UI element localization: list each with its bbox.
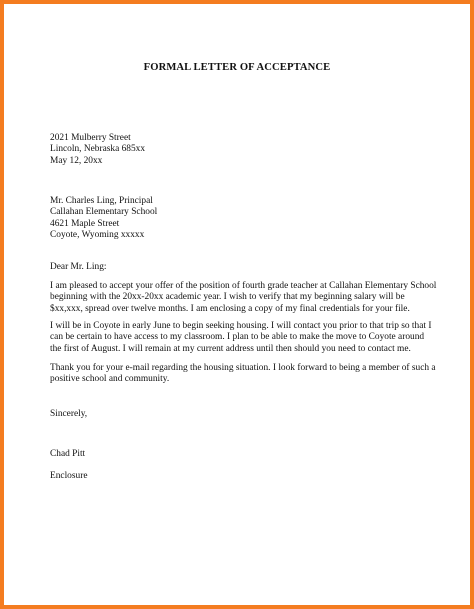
paragraph-line: I am pleased to accept your offer of the position of fourth grade teacher at Callahan Elementary School (50, 281, 437, 291)
body-paragraph-1 (50, 281, 437, 315)
closing: Sincerely, (50, 409, 88, 419)
body-paragraph-2 (50, 321, 430, 355)
recipient-name: Mr. Charles Ling, Principal (50, 196, 153, 206)
salutation: Dear Mr. Ling: (50, 262, 107, 272)
body-paragraph-3 (50, 363, 436, 386)
recipient-address (50, 196, 430, 242)
sender-city: Lincoln, Nebraska 685xx (50, 144, 146, 155)
signature-name: Chad Pitt (50, 449, 86, 459)
paragraph-line: beginning with the 20xx-20xx academic year. I wish to verify that my beginning salary will be (50, 292, 405, 303)
recipient-school: Callahan Elementary School (50, 207, 158, 218)
paragraph-line: positive school and community. (50, 374, 170, 385)
sender-address (50, 133, 430, 167)
enclosure-note: Enclosure (50, 471, 88, 481)
paragraph-line: Thank you for your e-mail regarding the housing situation. I look forward to being a member of such a (50, 363, 436, 373)
paragraph-line: the first of August. I will remain at my current address until then should you need to contact me. (50, 343, 411, 354)
recipient-street: 4621 Maple Street (50, 218, 120, 229)
paragraph-line: $xx,xxx, spread over twelve months. I am enclosing a copy of my final credentials for your file. (50, 303, 410, 314)
paragraph-line: can be certain to have access to my classroom. I plan to be able to make the move to Coyote around (50, 332, 425, 343)
paragraph-line: I will be in Coyote in early June to begin seeking housing. I will contact you prior to that trip so that I (50, 321, 432, 331)
letter-title: FORMAL LETTER OF ACCEPTANCE (143, 62, 331, 73)
letter-date: May 12, 20xx (50, 155, 103, 166)
recipient-city: Coyote, Wyoming xxxxx (50, 230, 145, 241)
sender-street: 2021 Mulberry Street (50, 133, 131, 143)
